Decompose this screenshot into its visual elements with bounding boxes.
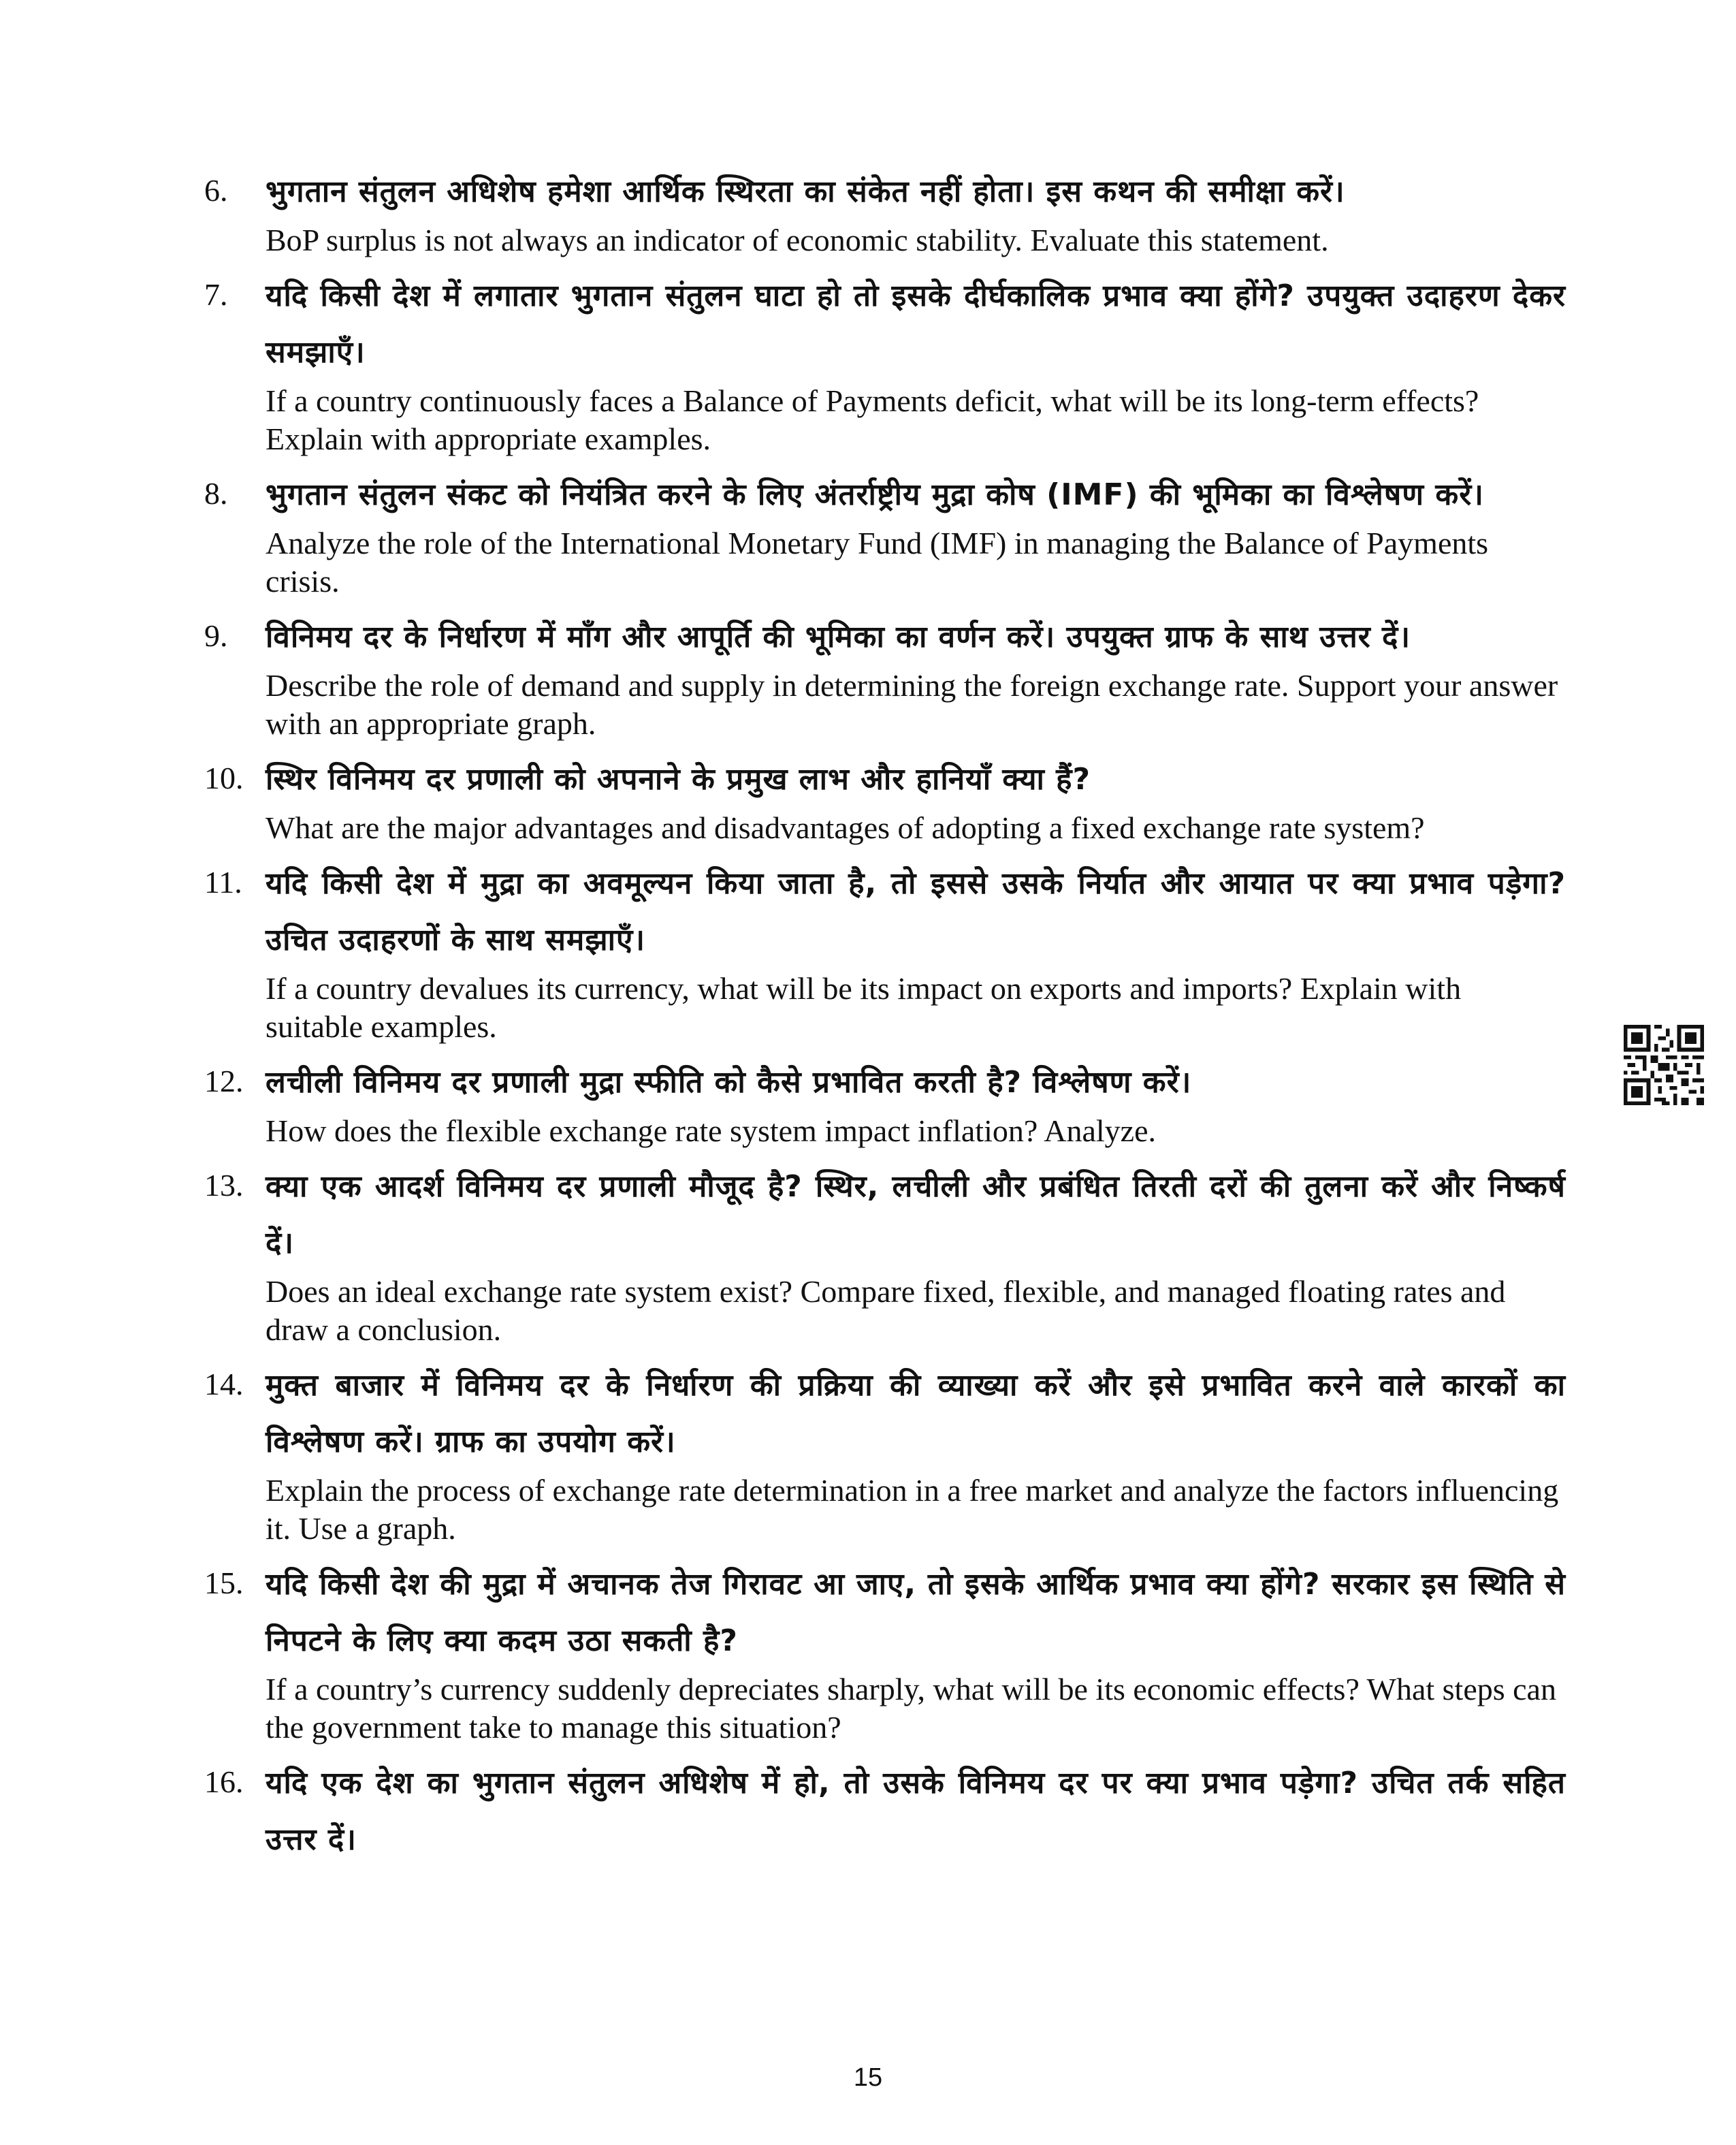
question-text-english: What are the major advantages and disadvantages of adopting a fixed exchange rate system? (266, 810, 1425, 845)
question-10 (204, 751, 1566, 847)
question-number: 11. (204, 865, 242, 900)
question-text-hindi: यदि किसी देश की मुद्रा में अचानक तेज गिरावट आ जाए, तो इसके आर्थिक प्रभाव क्या होंगे? सरकार इस स्थिति से निपटने के लिए क्या कदम उठा सकती है? (266, 1567, 1566, 1658)
question-number: 9. (204, 618, 228, 653)
question-text-english: Explain the process of exchange rate determination in a free market and analyze the factors influencing it. Use a graph. (266, 1473, 1559, 1546)
question-text-hindi: क्या एक आदर्श विनिमय दर प्रणाली मौजूद है? स्थिर, लचीली और प्रबंधित तिरती दरों की तुलना करें और निष्कर्ष दें। (266, 1169, 1566, 1260)
question-14 (204, 1357, 1566, 1548)
question-text-hindi: लचीली विनिमय दर प्रणाली मुद्रा स्फीति को कैसे प्रभावित करती है? विश्लेषण करें। (266, 1065, 1192, 1100)
question-number: 13. (204, 1168, 244, 1203)
question-list (204, 163, 1566, 1868)
question-text-hindi: विनिमय दर के निर्धारण में माँग और आपूर्ति की भूमिका का वर्णन करें। उपयुक्त ग्राफ के साथ उत्तर दें। (266, 620, 1411, 654)
question-text-hindi: भुगतान संतुलन अधिशेष हमेशा आर्थिक स्थिरता का संकेत नहीं होता। इस कथन की समीक्षा करें। (266, 174, 1345, 209)
qr-code-icon (1624, 1025, 1704, 1105)
question-text-english: If a country’s currency suddenly depreciates sharply, what will be its economic effects? What steps can the government take to manage this situation? (266, 1672, 1556, 1745)
question-text-hindi: स्थिर विनिमय दर प्रणाली को अपनाने के प्रमुख लाभ और हानियाँ क्या हैं? (266, 762, 1091, 797)
question-text-english: If a country continuously faces a Balance of Payments deficit, what will be its long-term effects? Explain with appropriate examples. (266, 383, 1479, 456)
question-text-english: BoP surplus is not always an indicator of economic stability. Evaluate this statement. (266, 223, 1329, 257)
question-text-hindi: यदि किसी देश में लगातार भुगतान संतुलन घाटा हो तो इसके दीर्घकालिक प्रभाव क्या होंगे? उपयुक्त उदाहरण देकर समझाएँ। (266, 279, 1566, 370)
question-number: 16. (204, 1764, 244, 1799)
question-15 (204, 1556, 1566, 1747)
question-11 (204, 855, 1566, 1046)
question-number: 14. (204, 1367, 244, 1401)
page-number: 15 (853, 2063, 883, 2092)
question-text-hindi: भुगतान संतुलन संकट को नियंत्रित करने के लिए अंतर्राष्ट्रीय मुद्रा कोष (IMF) की भूमिका का विश्लेषण करें। (266, 477, 1484, 512)
question-16 (204, 1755, 1566, 1868)
question-text-hindi: मुक्त बाजार में विनिमय दर के निर्धारण की प्रक्रिया की व्याख्या करें और इसे प्रभावित करने वाले कारकों का विश्लेषण करें। ग्राफ का उपयोग करें। (266, 1368, 1566, 1459)
question-8 (204, 466, 1566, 601)
question-text-hindi: यदि एक देश का भुगतान संतुलन अधिशेष में हो, तो उसके विनिमय दर पर क्या प्रभाव पड़ेगा? उचित तर्क सहित उत्तर दें। (266, 1766, 1566, 1857)
question-number: 8. (204, 476, 228, 511)
question-number: 7. (204, 277, 228, 312)
question-number: 12. (204, 1064, 244, 1098)
question-text-english: How does the flexible exchange rate system impact inflation? Analyze. (266, 1113, 1156, 1148)
question-number: 15. (204, 1566, 244, 1600)
question-text-english: Analyze the role of the International Monetary Fund (IMF) in managing the Balance of Payments crisis. (266, 526, 1489, 599)
question-9 (204, 609, 1566, 743)
question-6 (204, 163, 1566, 259)
question-text-hindi: यदि किसी देश में मुद्रा का अवमूल्यन किया जाता है, तो इससे उसके निर्यात और आयात पर क्या प्रभाव पड़ेगा? उचित उदाहरणों के साथ समझाएँ। (266, 866, 1566, 957)
question-number: 10. (204, 761, 244, 795)
question-text-english: Does an ideal exchange rate system exist? Compare fixed, flexible, and managed floating rates and draw a conclusion. (266, 1274, 1506, 1347)
question-text-english: Describe the role of demand and supply in determining the foreign exchange rate. Support your answer with an appropriate graph. (266, 668, 1558, 741)
question-12 (204, 1054, 1566, 1150)
question-number: 6. (204, 173, 228, 208)
question-13 (204, 1158, 1566, 1349)
question-7 (204, 268, 1566, 458)
question-text-english: If a country devalues its currency, what will be its impact on exports and imports? Explain with suitable examples. (266, 971, 1462, 1044)
